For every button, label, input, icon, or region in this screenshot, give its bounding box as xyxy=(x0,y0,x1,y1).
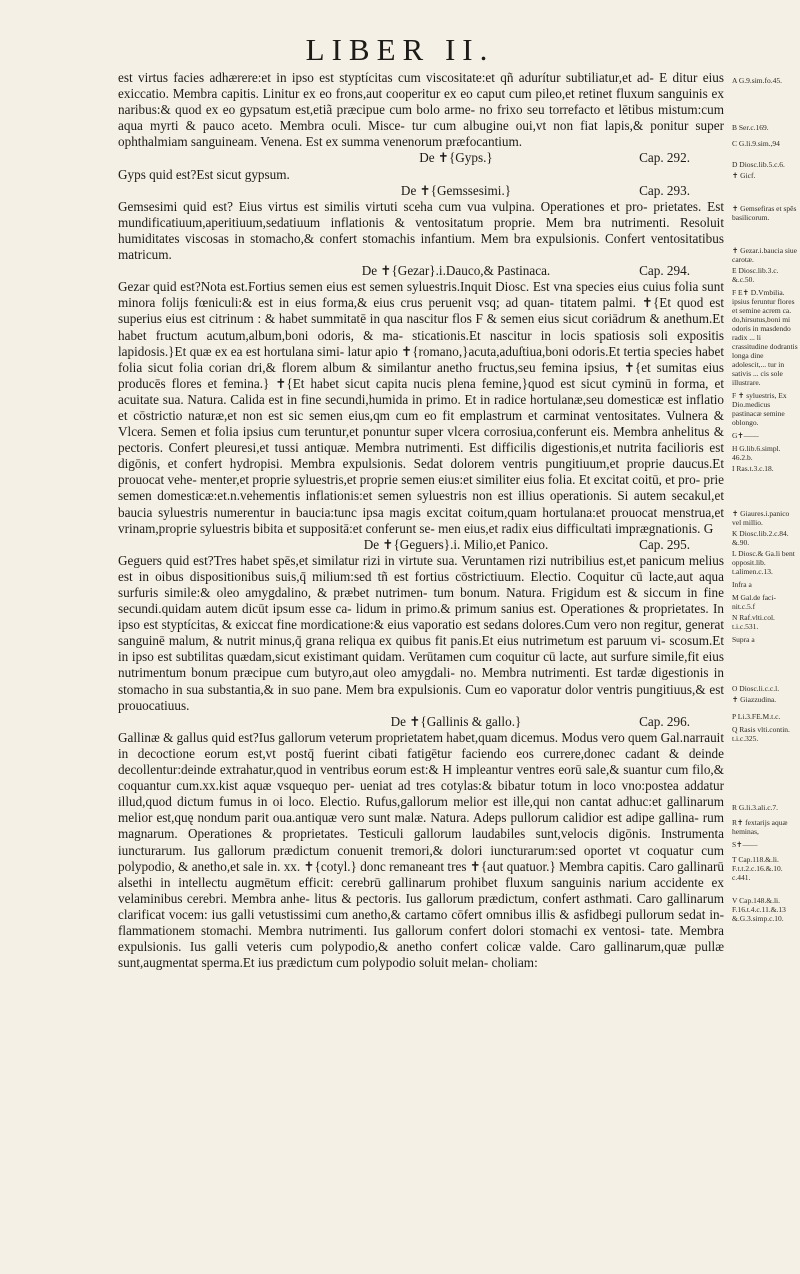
margin-note: D Diosc.lib.5.c.6. xyxy=(732,160,785,169)
margin-note: S✝—— xyxy=(732,840,758,849)
margin-note: Q Rasis vlti.contin. t.i.c.325. xyxy=(732,725,790,743)
margin-note: G✝—— xyxy=(732,431,759,440)
margin-note: K Diosc.lib.2.c.84. &.90. xyxy=(732,529,789,547)
margin-note: V Cap.148.&.li. F.16.t.4.c.11.&.13 &.G.3.simp.c.10. xyxy=(732,896,786,923)
entry-title: De ✝{Gallinis & gallo.} xyxy=(390,713,522,729)
margin-note: N Raf.vlti.col. t.i.c.531. xyxy=(732,613,775,631)
entry-heading xyxy=(118,537,724,553)
paragraph: Gezar quid est?Nota est.Fortius semen eius est semen syluestris.Inquit Diosc. Est vna species eius cuius folia sunt minora folijs fœniculi:& est in eius forma,& eius crus peruenit vsq; ad quan- titatem palmi. ✝{Et quod est superius eius est citrinum : & habet summitatē in qua nascitur flos F & semen eius sicut coriādrum & anethum.Et habet fructum acutum,album,boni odoris, & ma- sticationis.Et nascitur in locis spatiosis soli expositis lapidosis.}Et quæ ex ea est hortulana simi- latur apio ✝{romano,}acuta,aduſtiua,boni odoris.Et tertia species habet folia sicut folia corian dri,& florem album & similantur anetho fructus,seu femina ipsius, ✝{et sumitas eius producēs flores et femina.} ✝{Et habet sicut capita nucis plena femine,}quod est sicut cyminū in forma, et acuitate sua. Natura. Calida est in fine secundi,humida in primo. Et in radice hortulanæ,seu domesticæ est inflatio et cōstrictio naturæ,et non est sic semen eius,qm cum eo fit emplastrum et carminat ventositates. Vulnera & Vlcera. Semen et folia ipsius cum teruntur,et ponuntur super vlcera corrosiua,conferunt eis. Membra anhelitus & pectoris. Confert pleuresi,et tussi antiquæ. Membra nutrimenti. Est difficilis digestionis,et nutrita facilioris est digōnis, et confert hydropisi. Membra expulsionis. Sedat dolorem ventris pungitiuum,et proprie daucus.Et prouocat vehe- menter,et proprie syluestris,et proprie semen eius:et similiter eius folia. Et excitat coitū, et pro- prie semen domesticæ:et.n.vehementis inflationis:et semen syluestris non est illius operationis. Si autem secakul,et baucia syluestris numerentur in baucia:tunc ipsa magis excitat coitum,quam hortulana:et prouocat menstrua,et vrinam,proprie syluestris bibita et suppositā:et conferunt se- men eius,et radix eius difficultati imprægnationis. G xyxy=(118,279,724,536)
main-text xyxy=(118,70,724,971)
margin-note: R✝ fextarijs aquæ heminas, xyxy=(732,818,788,836)
margin-note: ✝ Gemsefiras et spēs basilicorum. xyxy=(732,204,797,222)
chapter-number: Cap. 294. xyxy=(639,263,690,279)
chapter-number: Cap. 293. xyxy=(639,182,690,198)
entry-heading xyxy=(118,263,724,279)
margin-note: B Ser.c.169. xyxy=(732,123,769,132)
margin-note: F E✝ D.Vmbilia. ipsius feruntur flores et semine acrem ca. do,hirsutus,boni mi odoris in masdendo radix ... li crassitudine dodrantis longa dine adolescit,... tur in sativis ... cis sole illustrare. xyxy=(732,288,798,387)
entry-title: De ✝{Gezar}.i.Dauco,& Pastinaca. xyxy=(361,263,551,279)
margin-note: R G.li.3.ali.c.7. xyxy=(732,803,779,812)
margin-note: ✝ Gezar.i.baucia siue carotæ. xyxy=(732,246,798,264)
margin-note: nit.c.5.f xyxy=(732,602,756,611)
margin-note: I Ras.t.3.c.18. xyxy=(732,464,774,473)
entry-title: De ✝{Geguers}.i. Milio,et Panico. xyxy=(363,536,549,552)
margin-note: E Diosc.lib.3.c. &.c.50. xyxy=(732,266,779,284)
paragraph: est virtus facies adhærere:et in ipso est styptícitas cum viscositate:et qñ adurítur subtiliatur,et ad- E ditur eius exiccatio. Membra capitis. Linitur ex eo frons,aut cooperitur ex eo caput cum pileo,et retinet fluxum sanguinis ex naribus:& quod ex eo gypsatum est,etiã præcipue cum bolo arme- no frixo seu torrefacto et lētibus mistum:cum aqua myrti & pauco aceto. Membra oculi. Misce- tur cum albugine oui,vt non fiat lapis,& ponitur super ophthalmiam sanguineam. Venena. Est ex summa venenorum præfocantium. xyxy=(118,70,724,150)
entry-heading xyxy=(118,714,724,730)
margin-note: H G.lib.6.simpl. 46.2.b. xyxy=(732,444,781,462)
margin-note: M Gal.de faci- xyxy=(732,593,776,602)
margin-note: T Cap.118.&.li. F.t.t.2.c.16.&.10. c.441. xyxy=(732,855,783,882)
margin-note: L Diosc.& Ga.li bent opposit.lib. t.alimen.c.13. xyxy=(732,549,795,576)
entry-title: De ✝{Gyps.} xyxy=(419,150,493,166)
margin-note: F ✝ syluestris, Ex Dio.medicus pastinacæ semine oblongo. xyxy=(732,391,787,427)
margin-note: A G.9.sim.fo.45. xyxy=(732,76,783,85)
margin-note: O Diosc.li.c.c.l. xyxy=(732,684,780,693)
paragraph: Gemsesimi quid est? Eius virtus est similis virtuti sceha cum vua vulpina. Operationes et pro- prietates. Est mundificatiuum,aperitiuum,sedatiuum inflationis & ventositatum proprie. Mem bra nutrimenti. Resoluit humiditates viscosas in stomacho,& confert stomachis infantium. Mem bra expulsionis. Confert ventositatibus matricum. xyxy=(118,198,724,263)
chapter-number: Cap. 296. xyxy=(639,713,690,729)
margin-note: C G.li.9.sim.,94 xyxy=(732,139,780,148)
page-header: LIBER II. xyxy=(305,32,495,67)
margin-note: Infra a xyxy=(732,580,752,589)
entry-heading xyxy=(118,150,724,166)
entry-title: De ✝{Gemssesimi.} xyxy=(400,182,512,198)
margin-notes xyxy=(732,76,798,923)
margin-note: ✝ Giaures.i.panico vel millio. xyxy=(732,509,790,527)
paragraph: Gyps quid est?Est sicut gypsum. xyxy=(118,166,290,182)
chapter-number: Cap. 292. xyxy=(639,150,690,166)
entry-heading xyxy=(118,183,724,199)
margin-note: P Li.3.FE.M.t.c. xyxy=(732,712,781,721)
chapter-number: Cap. 295. xyxy=(639,536,690,552)
margin-note: ✝ Gicf. xyxy=(732,171,756,180)
paragraph: Gallinæ & gallus quid est?Ius gallorum veterum proprietatem habet,quam dicemus. Modus vero quem Gal.narrauit in decoctione eorum est,vt postq̄ fuerint cibati fatigētur faciendo eos currere,donec cadant & deinde decollentur:deinde extrahatur,quod in ventribus eorum est:& H impleantur ventres eorū sale,& suantur cum filo,& coquantur cum.xx.kist aquæ vsquequo per- ueniat ad tres cotylas:& bibatur totum in loco vno:postea addatur illud,quod dictum fumus in oi loco. Electio. Rufus,gallorum melior est ille,qui non cantat adhuc:et gallinarum melior est,quę nondum parit oua.antiquæ vero sunt malæ. Natura. Adeps pullorum calidior est adipe gallina- rum magnarum. Operationes & proprietates. Testiculi gallorum laudabiles sunt,velocis digōnis. Instrumenta iuncturarum. Ius gallorum prædictum conuenit tremori,& dolori iuncturarum:sed oportet vt coquatur cum polypodio, & anetho,et sale in. xx. ✝{cotyl.} donc remaneant tres ✝{aut quatuor.} Membra capitis. Caro gallinarū alsethi in intellectu augmētum efficit: cerebrū gallinarum prohibet fluxum sanguinis narium accidente ex velaminibus cerebri. Membra anhe- litus & pectoris. Ius gallorum prædictum, confert asthmati. Caro gallinarum clarificat vocem: ius galli vetustissimi cum anetho,& cartamo cōfert omnibus illis & asfidbegi pullorum sedat in- flammationem stomachi. Membra nutrimenti. Ius gallorum confert dolori stomachi ex ventosi- tate. Membra expulsionis. Ius galli veteris cum polypodio,& anetho confert colicæ valde. Caro gallinarum,quæ pullæ sunt,augmentat sperma.Et ius prædictum cum polypodio soluit melan- choliam: xyxy=(118,729,724,971)
margin-note: Supra a xyxy=(732,635,755,644)
margin-note: ✝ Giazzudina. xyxy=(732,695,777,704)
paragraph: Geguers quid est?Tres habet spēs,et similatur rizi in virtute sua. Veruntamen rizi nutribilius est,et panicum melius est in oibus dispositionibus suis,q̄ milium:sed tñ est fortius cōstrictiuum. Electio. Coquitur cū lacte,aut aqua surfuris simile:& oleo amygdalino, & præbet nutrimen- tum bonum. Natura. Frigidum est & siccum in fine secundi.quidam autem dicūt ipsum esse ca- lidum in primo.& primum sanius est. Operationes & proprietates. In ipso est styptícitas, & exiccat fine mordicatione:& eius vaporatio est sedans dolores.Cum vero non regitur, generat sanguinē malum, & nutrit minus,q̄ grana reliqua ex quibus fit panis.Et eius nutrimetum est paruum vi- scosum.Et in ipso est subtilitas quædam,sicut existimant quidam. Verūtamen cum coquitur cū lacte, aut surfure simile,fit eius nutrimentum bonum præcipue cum butyro,aut oleo amygdali- no. Membra nutrimenti. Est tardæ digestionis in stomacho in sua substantia,& in suo pane. Mem bra expulsionis. Cum eo vaporatur dolor ventris pungitiuus,& est prouocatiuus. xyxy=(118,552,724,713)
